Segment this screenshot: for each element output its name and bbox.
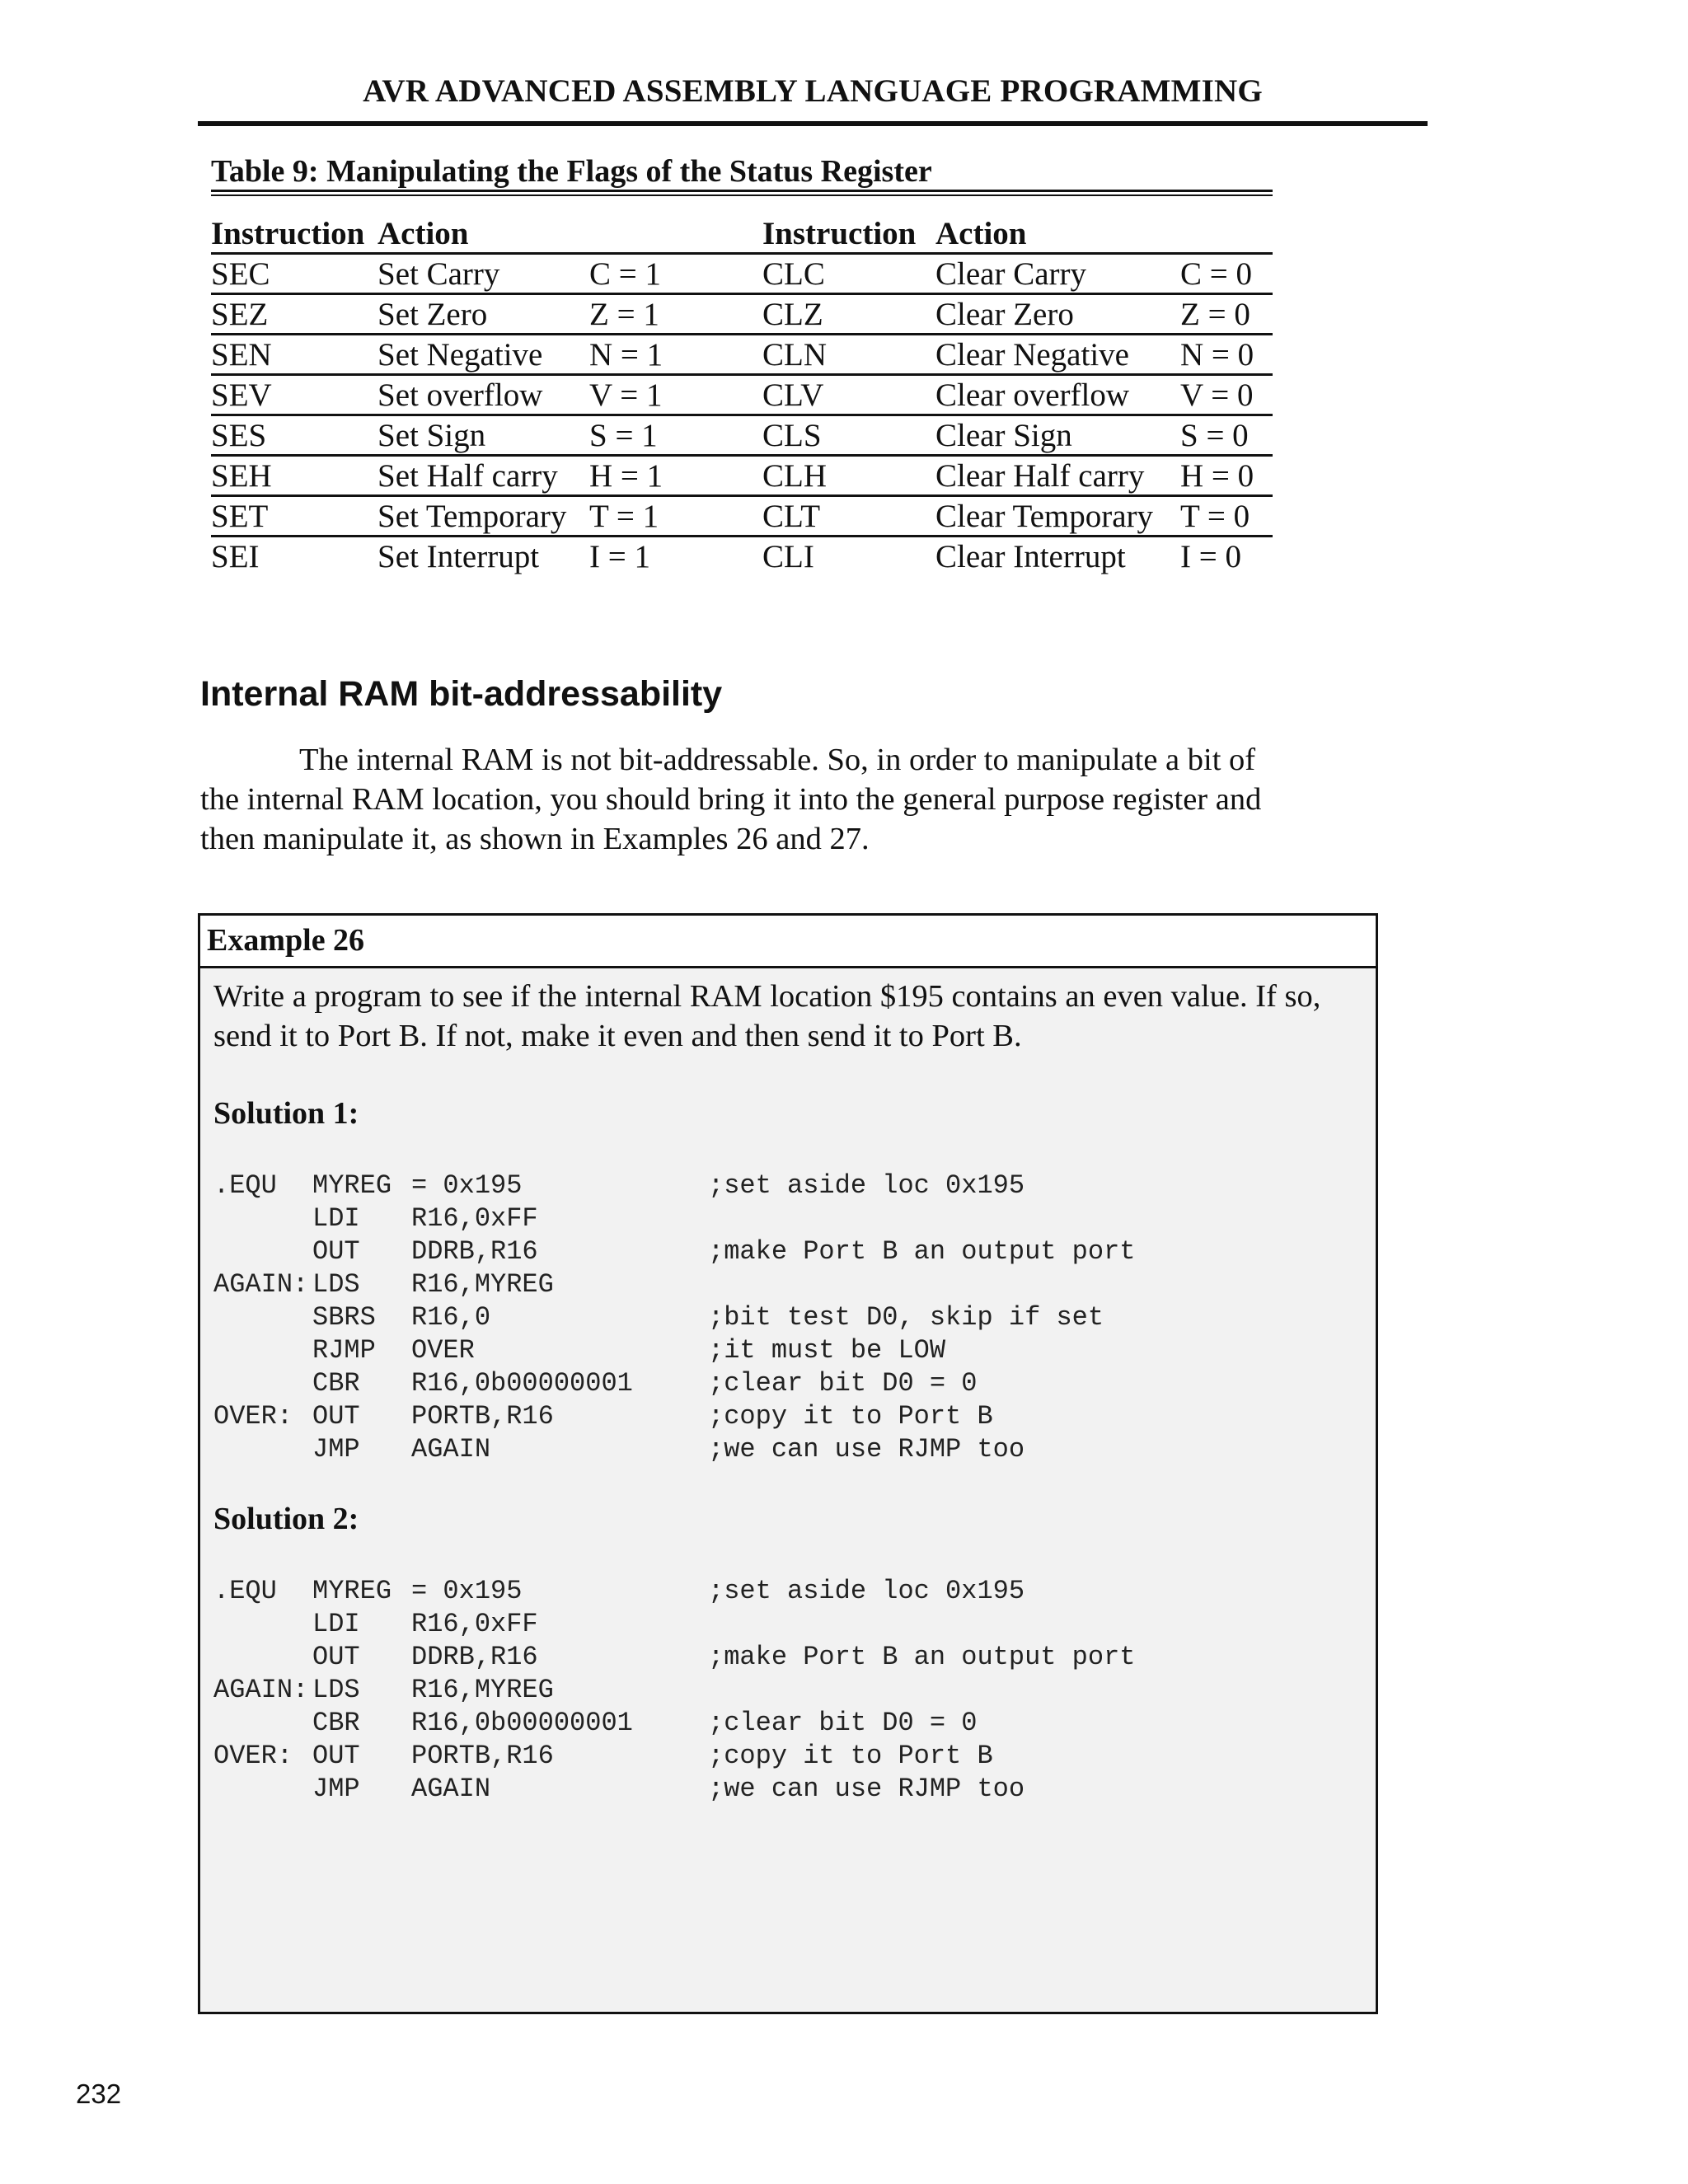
- code-comment: ;copy it to Port B: [708, 1741, 993, 1771]
- effect-cell: Z = 1: [589, 294, 762, 335]
- code-label: OVER:: [213, 1741, 293, 1771]
- body-paragraph: The internal RAM is not bit-addressable. So, in order to manipulate a bit of the internal RAM location, you should bring it into the general purpose register and then manipulate it, as shown in Examples 26 and 27.: [200, 743, 1262, 856]
- code-comment: ;set aside loc 0x195: [708, 1576, 1025, 1606]
- code-line: [213, 1334, 1135, 1367]
- header-action: Action: [935, 211, 1180, 254]
- instruction-cell: CLH: [762, 456, 935, 496]
- code-label: .EQU: [213, 1576, 277, 1606]
- code-comment: ;make Port B an output port: [708, 1236, 1136, 1267]
- code-line: [213, 1707, 1135, 1740]
- code-mnemonic: LDI: [312, 1203, 360, 1234]
- code-mnemonic: JMP: [312, 1774, 360, 1804]
- solution2-label: Solution 2:: [213, 1502, 359, 1536]
- section-heading: Internal RAM bit-addressability: [200, 674, 723, 714]
- action-cell: Clear Carry: [935, 254, 1180, 294]
- code-line: [213, 1433, 1135, 1466]
- effect-cell: S = 0: [1180, 415, 1273, 456]
- code-line: [213, 1674, 1135, 1707]
- table-row: [211, 456, 1273, 496]
- code-operands: DDRB,R16: [411, 1642, 538, 1672]
- code-mnemonic: LDS: [312, 1675, 360, 1705]
- page-number: 232: [76, 2079, 122, 2109]
- table-row: [211, 294, 1273, 335]
- header-blank: [1180, 211, 1273, 254]
- code-line: [213, 1400, 1135, 1433]
- instruction-cell: CLT: [762, 496, 935, 537]
- code-operands: AGAIN: [411, 1774, 491, 1804]
- code-line: [213, 1575, 1135, 1608]
- table-row: [211, 415, 1273, 456]
- solution1-code: [213, 1169, 1135, 1466]
- instruction-cell: SEC: [211, 254, 377, 294]
- action-cell: Set Negative: [377, 335, 589, 375]
- code-line: [213, 1608, 1135, 1641]
- action-cell: Set Interrupt: [377, 539, 540, 574]
- action-cell: Clear Zero: [935, 294, 1180, 335]
- effect-cell: Z = 0: [1180, 294, 1273, 335]
- header-rule: [198, 121, 1428, 126]
- action-cell: Set Sign: [377, 415, 589, 456]
- effect-cell: T = 0: [1180, 496, 1273, 537]
- code-line: [213, 1740, 1135, 1773]
- action-cell: Clear Sign: [935, 415, 1180, 456]
- code-mnemonic: MYREG: [312, 1576, 392, 1606]
- code-line: [213, 1202, 1135, 1235]
- header-instruction: Instruction: [762, 211, 935, 254]
- code-comment: ;set aside loc 0x195: [708, 1170, 1025, 1201]
- code-comment: ;it must be LOW: [708, 1335, 946, 1366]
- header-action: Action: [377, 211, 589, 254]
- code-operands: PORTB,R16: [411, 1741, 554, 1771]
- code-operands: = 0x195: [411, 1170, 523, 1201]
- code-mnemonic: OUT: [312, 1642, 360, 1672]
- instruction-cell: CLC: [762, 254, 935, 294]
- code-operands: R16,0xFF: [411, 1203, 538, 1234]
- instruction-cell: CLS: [762, 415, 935, 456]
- code-line: [213, 1367, 1135, 1400]
- code-operands: R16,0b00000001: [411, 1368, 633, 1399]
- code-line: [213, 1268, 1135, 1301]
- effect-cell: V = 0: [1180, 375, 1273, 415]
- table-title: Table 9: Manipulating the Flags of the Status Register: [211, 154, 932, 189]
- code-operands: R16,0b00000001: [411, 1708, 633, 1738]
- example-title: Example 26: [207, 923, 365, 958]
- action-cell: Set Temporary: [377, 496, 589, 537]
- code-line: [213, 1169, 1135, 1202]
- table-title-rule: [211, 194, 1273, 196]
- code-mnemonic: OUT: [312, 1741, 360, 1771]
- action-cell: Set Half carry: [377, 456, 589, 496]
- code-line: [213, 1301, 1135, 1334]
- table-row: [211, 537, 1273, 576]
- action-cell: Clear Temporary: [935, 496, 1180, 537]
- running-header: AVR ADVANCED ASSEMBLY LANGUAGE PROGRAMMING: [363, 73, 1263, 109]
- instruction-cell: SEV: [211, 375, 377, 415]
- table-row: [211, 335, 1273, 375]
- code-comment: ;we can use RJMP too: [708, 1774, 1025, 1804]
- code-mnemonic: LDS: [312, 1269, 360, 1300]
- effect-cell: T = 1: [589, 496, 762, 537]
- code-label: OVER:: [213, 1401, 293, 1432]
- code-comment: ;we can use RJMP too: [708, 1434, 1025, 1465]
- instruction-cell: CLZ: [762, 294, 935, 335]
- effect-cell: C = 0: [1180, 254, 1273, 294]
- effect-cell: H = 0: [1180, 456, 1273, 496]
- action-cell: Clear Interrupt: [935, 539, 1126, 574]
- solution1-label: Solution 1:: [213, 1096, 359, 1131]
- effect-cell: H = 1: [589, 456, 762, 496]
- instruction-cell: SEN: [211, 335, 377, 375]
- code-operands: = 0x195: [411, 1576, 523, 1606]
- code-mnemonic: LDI: [312, 1609, 360, 1639]
- code-mnemonic: JMP: [312, 1434, 360, 1465]
- example-title-bar: [200, 916, 1376, 968]
- table-row: [211, 375, 1273, 415]
- instruction-cell: SES: [211, 415, 377, 456]
- effect-cell: N = 0: [1180, 335, 1273, 375]
- instruction-cell: SEZ: [211, 294, 377, 335]
- code-operands: OVER: [411, 1335, 475, 1366]
- code-operands: DDRB,R16: [411, 1236, 538, 1267]
- code-operands: R16,0: [411, 1302, 491, 1333]
- code-comment: ;make Port B an output port: [708, 1642, 1136, 1672]
- instruction-cell: CLV: [762, 375, 935, 415]
- action-cell: Set Carry: [377, 254, 589, 294]
- code-operands: R16,MYREG: [411, 1675, 554, 1705]
- action-cell: Clear Half carry: [935, 456, 1180, 496]
- solution2-code: [213, 1575, 1135, 1806]
- effect-cell: I = 0: [1180, 539, 1241, 574]
- code-mnemonic: SBRS: [312, 1302, 376, 1333]
- code-operands: AGAIN: [411, 1434, 491, 1465]
- code-line: [213, 1235, 1135, 1268]
- table-row: [211, 254, 1273, 294]
- table-row: [211, 496, 1273, 537]
- code-label: AGAIN:: [213, 1269, 309, 1300]
- action-cell: Clear Negative: [935, 335, 1180, 375]
- action-cell: Set Zero: [377, 294, 589, 335]
- effect-cell: I = 1: [589, 539, 650, 574]
- code-comment: ;bit test D0, skip if set: [708, 1302, 1104, 1333]
- code-operands: PORTB,R16: [411, 1401, 554, 1432]
- code-label: .EQU: [213, 1170, 277, 1201]
- code-mnemonic: CBR: [312, 1368, 360, 1399]
- effect-cell: C = 1: [589, 254, 762, 294]
- flags-table: [211, 211, 1273, 575]
- instruction-cell: SEI: [211, 539, 260, 574]
- code-comment: ;clear bit D0 = 0: [708, 1708, 978, 1738]
- example-box: [198, 913, 1378, 2014]
- code-label: AGAIN:: [213, 1675, 309, 1705]
- header-blank: [589, 211, 762, 254]
- example-problem: Write a program to see if the internal RAM location $195 contains an even value. If so, send it to Port B. If not, make it even and then send it to Port B.: [213, 979, 1321, 1053]
- code-line: [213, 1773, 1135, 1806]
- code-operands: R16,MYREG: [411, 1269, 554, 1300]
- code-comment: ;copy it to Port B: [708, 1401, 993, 1432]
- table-title-rule: [211, 190, 1273, 192]
- code-line: [213, 1641, 1135, 1674]
- code-mnemonic: OUT: [312, 1236, 360, 1267]
- instruction-cell: SET: [211, 496, 377, 537]
- instruction-cell: CLI: [762, 539, 814, 574]
- table-header-row: [211, 211, 1273, 254]
- action-cell: Set overflow: [377, 375, 589, 415]
- effect-cell: S = 1: [589, 415, 762, 456]
- code-mnemonic: MYREG: [312, 1170, 392, 1201]
- effect-cell: V = 1: [589, 375, 762, 415]
- code-comment: ;clear bit D0 = 0: [708, 1368, 978, 1399]
- instruction-cell: SEH: [211, 456, 377, 496]
- code-operands: R16,0xFF: [411, 1609, 538, 1639]
- code-mnemonic: CBR: [312, 1708, 360, 1738]
- effect-cell: N = 1: [589, 335, 762, 375]
- header-instruction: Instruction: [211, 211, 377, 254]
- code-mnemonic: RJMP: [312, 1335, 376, 1366]
- instruction-cell: CLN: [762, 335, 935, 375]
- action-cell: Clear overflow: [935, 375, 1180, 415]
- code-mnemonic: OUT: [312, 1401, 360, 1432]
